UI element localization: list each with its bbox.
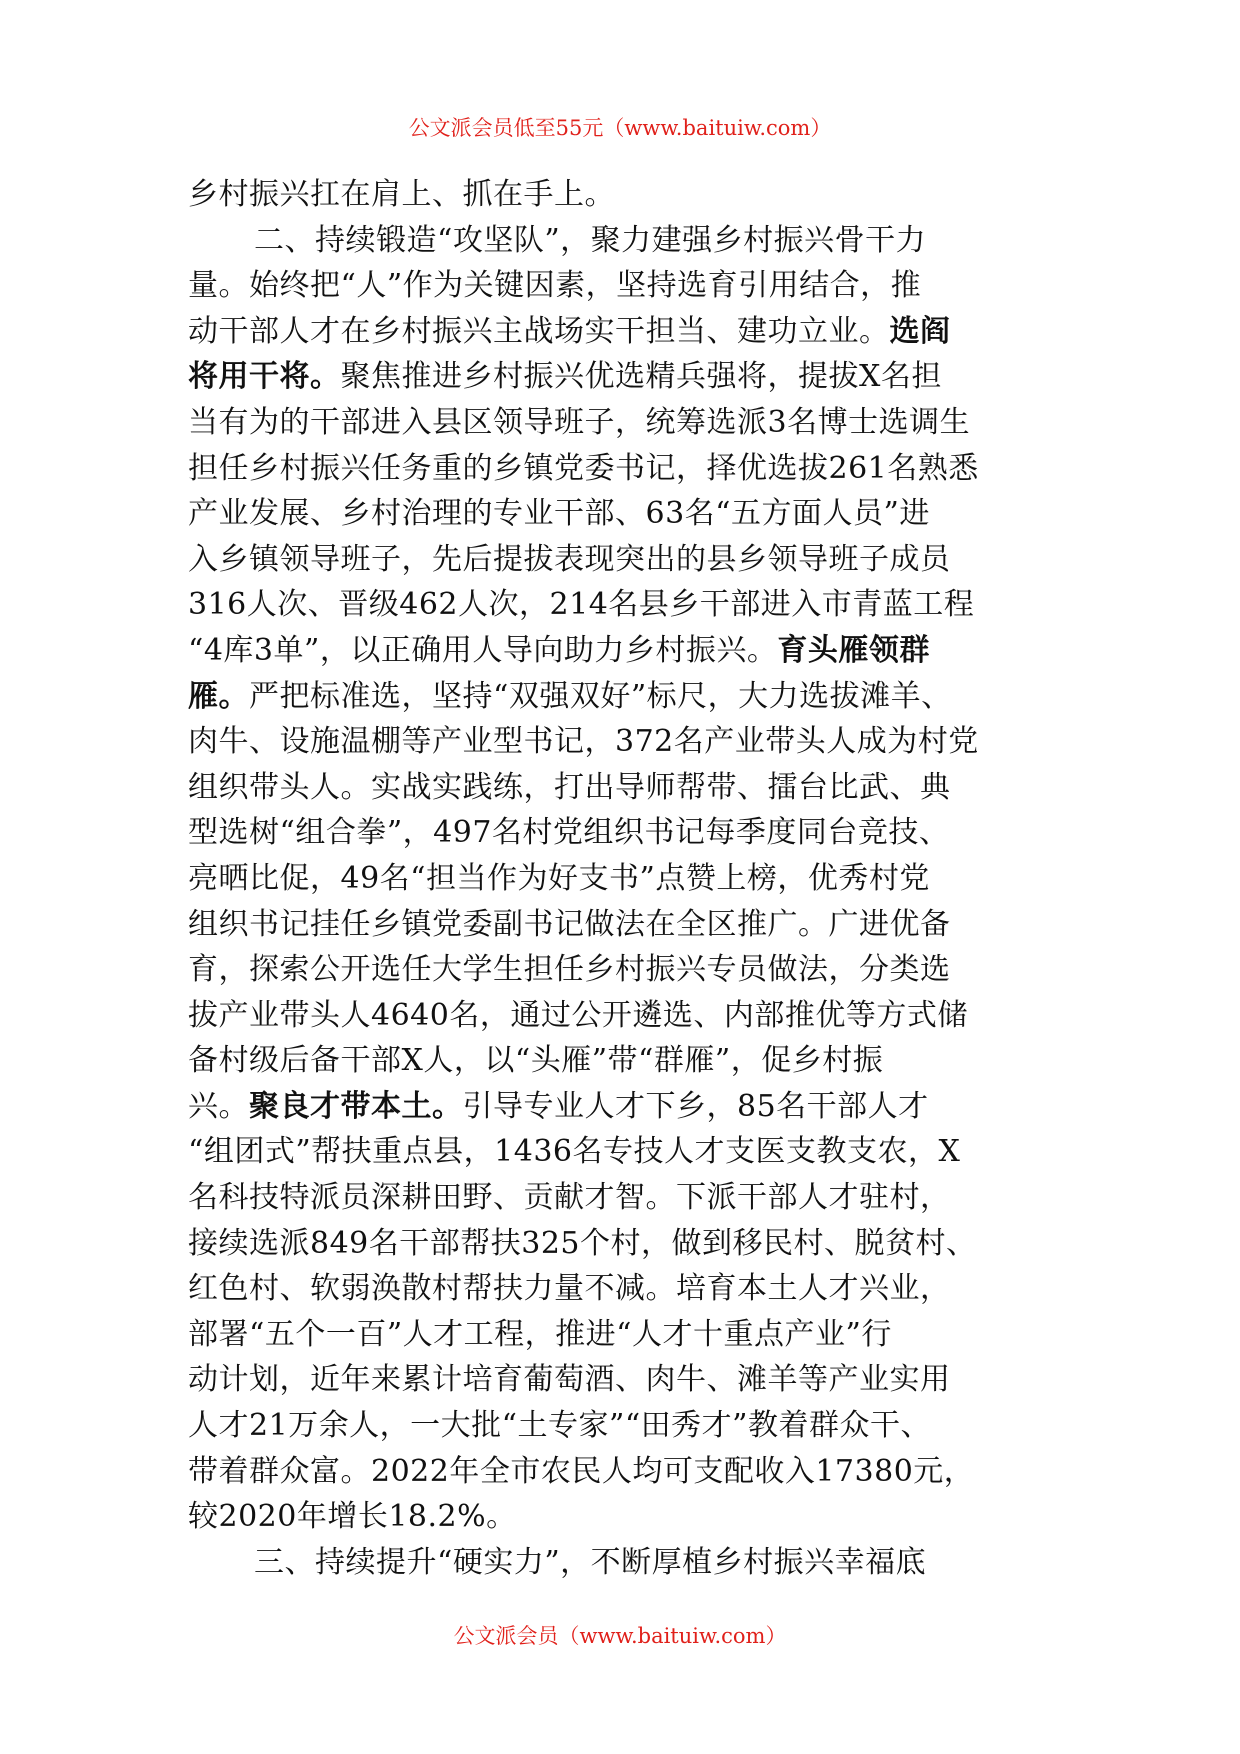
paragraph-line-22: “组团式”帮扶重点县，1436名专技人才支医支教支农，X	[188, 1134, 961, 1170]
paragraph-line-9: 入乡镇领导班子，先后提拔表现突出的县乡领导班子成员	[188, 541, 951, 577]
paragraph-line-14: 组织带头人。实战实践练，打出导师帮带、擂台比武、典	[188, 769, 951, 805]
bold-keyword: 聚良才带本土。	[249, 1088, 463, 1124]
paragraph-line-21: 兴。聚良才带本土。引导专业人才下乡，85名干部人才	[188, 1088, 929, 1124]
paragraph-line-29: 带着群众富。2022年全市农民人均可支配收入17380元，	[188, 1453, 975, 1489]
paragraph-line-4: 动干部人才在乡村振兴主战场实干担当、建功立业。选阎	[188, 313, 951, 349]
bold-keyword: 选阎	[889, 313, 951, 349]
paragraph-line-3: 量。始终把“人”作为关键因素，坚持选育引用结合，推	[188, 268, 922, 304]
paragraph-line-11: “4库3单”，以正确用人导向助力乡村振兴。育头雁领群	[188, 632, 930, 668]
paragraph-line-12: 雁。严把标准选，坚持“双强双好”标尺，大力选拔滩羊、	[188, 678, 952, 714]
paragraph-line-6: 当有为的干部进入县区领导班子，统筹选派3名博士选调生	[188, 404, 971, 440]
paragraph-line-24: 接续选派849名干部帮扶325个村，做到移民村、脱贫村、	[188, 1225, 977, 1261]
paragraph-line-20: 备村级后备干部X人，以“头雁”带“群雁”，促乡村振	[188, 1043, 884, 1079]
paragraph-line-15: 型选树“组合拳”，497名村党组织书记每季度同台竞技、	[188, 815, 950, 851]
paragraph-line-19: 拔产业带头人4640名，通过公开遴选、内部推优等方式储	[188, 997, 968, 1033]
paragraph-line-28: 人才21万余人，一大批“土专家”“田秀才”教着群众干、	[188, 1408, 932, 1444]
bold-keyword: 将用干将。	[188, 359, 341, 395]
bold-keyword: 雁。	[188, 678, 249, 714]
paragraph-line-10: 316人次、晋级462人次，214名县乡干部进入市青蓝工程	[188, 587, 975, 623]
paragraph-line-13: 肉牛、设施温棚等产业型书记，372名产业带头人成为村党	[188, 724, 979, 760]
section-heading-2: 二、持续锻造“攻坚队”，聚力建强乡村振兴骨干力	[254, 222, 927, 258]
paragraph-line-16: 亮晒比促，49名“担当作为好支书”点赞上榜，优秀村党	[188, 860, 930, 896]
header-banner: 公文派会员低至55元（www.baituiw.com）	[408, 116, 832, 140]
paragraph-line-30: 较2020年增长18.2%。	[188, 1499, 517, 1535]
paragraph-line-25: 红色村、软弱涣散村帮扶力量不减。培育本土人才兴业，	[188, 1271, 951, 1307]
document-body	[188, 172, 1058, 1585]
paragraph-line-7: 担任乡村振兴任务重的乡镇党委书记，择优选拔261名熟悉	[188, 450, 979, 486]
paragraph-line-27: 动计划，近年来累计培育葡萄酒、肉牛、滩羊等产业实用	[188, 1362, 951, 1398]
bold-keyword: 育头雁领群	[777, 632, 930, 668]
paragraph-line-5: 将用干将。聚焦推进乡村振兴优选精兵强将，提拔X名担	[188, 359, 942, 395]
paragraph-line-18: 育，探索公开选任大学生担任乡村振兴专员做法，分类选	[188, 952, 951, 988]
footer-banner: 公文派会员（www.baituiw.com）	[453, 1624, 787, 1648]
paragraph-line-1: 乡村振兴扛在肩上、抓在手上。	[188, 177, 615, 212]
paragraph-line-17: 组织书记挂任乡镇党委副书记做法在全区推广。广进优备	[188, 906, 951, 942]
paragraph-line-8: 产业发展、乡村治理的专业干部、63名“五方面人员”进	[188, 496, 930, 532]
section-heading-3: 三、持续提升“硬实力”，不断厚植乡村振兴幸福底	[254, 1544, 927, 1580]
paragraph-line-23: 名科技特派员深耕田野、贡献才智。下派干部人才驻村，	[188, 1180, 951, 1216]
paragraph-line-26: 部署“五个一百”人才工程，推进“人才十重点产业”行	[188, 1316, 892, 1352]
